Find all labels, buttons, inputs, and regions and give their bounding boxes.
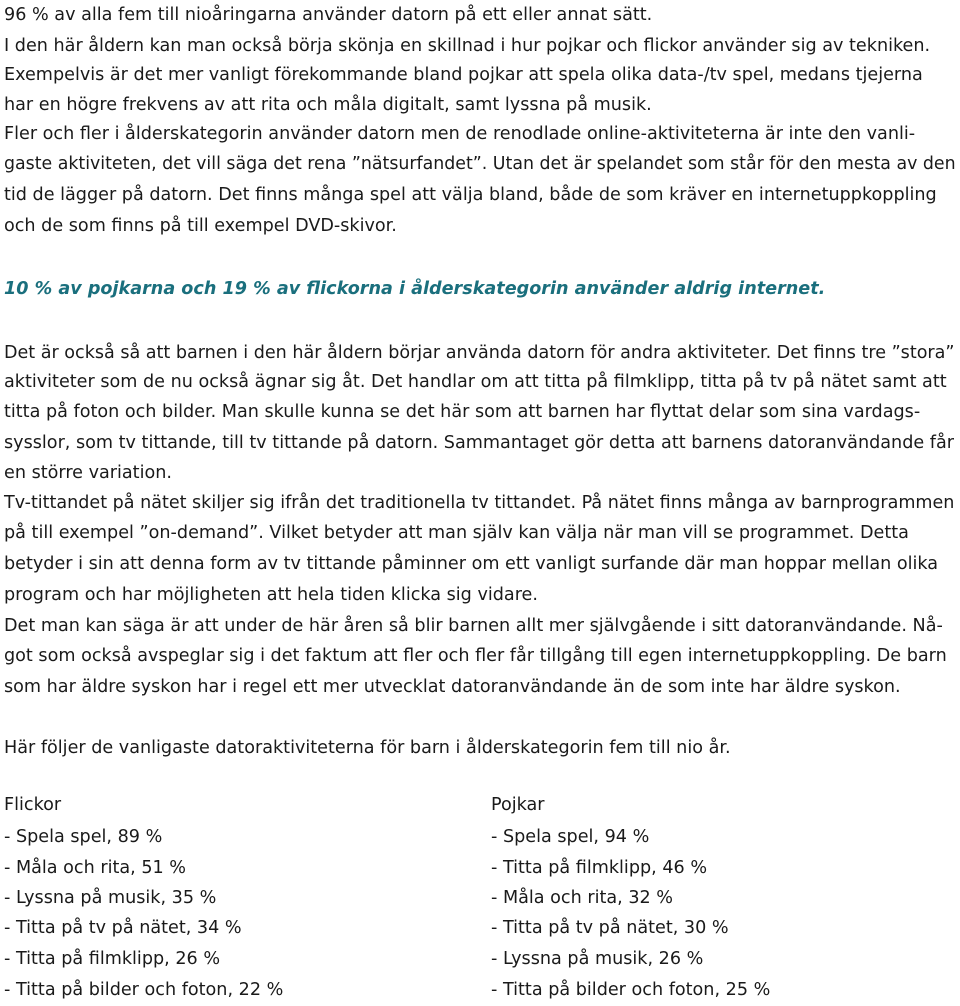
body-text-line: 96 % av alla fem till nioåringarna använder datorn på ett eller annat sätt. [4,5,653,25]
body-text-line: Det man kan säga är att under de här åren så blir barnen allt mer självgående i sitt datoranvändande. Nå- [4,616,943,636]
body-text-line: tid de lägger på datorn. Det finns många spel att välja bland, både de som kräver en internetuppkoppling [4,185,937,205]
list-item: - Måla och rita, 32 % [491,888,674,908]
list-item: - Måla och rita, 51 % [4,858,187,878]
body-text-line: Det är också så att barnen i den här åldern börjar använda datorn för andra aktiviteter. Det finns tre ”stora” [4,343,955,363]
body-text-line: I den här åldern kan man också börja skönja en skillnad i hur pojkar och flickor använder sig av tekniken. [4,36,931,56]
list-item: - Titta på tv på nätet, 30 % [491,918,729,938]
body-text-line: got som också avspeglar sig i det faktum att fler och fler får tillgång till egen internetuppkoppling. De barn [4,646,947,666]
body-text-line: på till exempel ”on-demand”. Vilket betyder att man själv kan välja när man vill se programmet. Detta [4,523,909,543]
body-text-line: och de som finns på till exempel DVD-skivor. [4,216,397,236]
list-intro: Här följer de vanligaste datoraktiviteterna för barn i ålderskategorin fem till nio år. [4,738,731,758]
body-text-line: program och har möjligheten att hela tiden klicka sig vidare. [4,585,538,605]
list-item: - Titta på filmklipp, 46 % [491,858,708,878]
body-text-line: har en högre frekvens av att rita och måla digitalt, samt lyssna på musik. [4,95,652,115]
list-item: - Titta på bilder och foton, 25 % [491,980,771,1000]
boys-heading: Pojkar [491,795,545,815]
body-text-line: aktiviteter som de nu också ägnar sig åt. Det handlar om att titta på filmklipp, titta på tv på nätet samt att [4,372,947,392]
body-text-line: Fler och fler i ålderskategorin använder datorn men de renodlade online-aktiviteterna är inte den vanli- [4,124,916,144]
list-item: - Lyssna på musik, 26 % [491,949,704,969]
body-text-line: titta på foton och bilder. Man skulle kunna se det här som att barnen har flyttat delar som sina vardags- [4,402,921,422]
list-item: - Lyssna på musik, 35 % [4,888,217,908]
list-item: - Spela spel, 89 % [4,827,163,847]
body-text-line: Exempelvis är det mer vanligt förekommande bland pojkar att spela olika data-/tv spel, medans tjejerna [4,65,923,85]
highlight-statement: 10 % av pojkarna och 19 % av flickorna i ålderskategorin använder aldrig internet. [4,279,826,299]
body-text-line: gaste aktiviteten, det vill säga det rena ”nätsurfandet”. Utan det är spelandet som står för den mesta av den [4,154,956,174]
body-text-line: en större variation. [4,463,172,483]
list-item: - Titta på tv på nätet, 34 % [4,918,242,938]
body-text-line: sysslor, som tv tittande, till tv tittande på datorn. Sammantaget gör detta att barnens datoranvändande får [4,433,954,453]
list-item: - Titta på bilder och foton, 22 % [4,980,284,1000]
list-item: - Spela spel, 94 % [491,827,650,847]
list-item: - Titta på filmklipp, 26 % [4,949,221,969]
girls-heading: Flickor [4,795,62,815]
body-text-line: som har äldre syskon har i regel ett mer utvecklat datoranvändande än de som inte har äldre syskon. [4,677,901,697]
body-text-line: betyder i sin att denna form av tv tittande påminner om ett vanligt surfande där man hoppar mellan olika [4,554,939,574]
body-text-line: Tv-tittandet på nätet skiljer sig ifrån det traditionella tv tittandet. På nätet finns många av barnprogrammen [4,493,955,513]
